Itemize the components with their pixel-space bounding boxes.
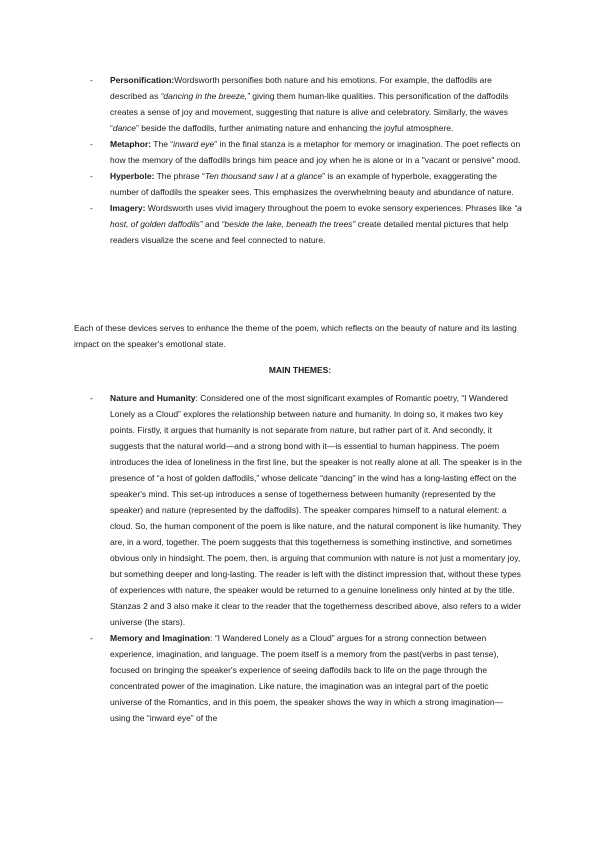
main-themes-heading: MAIN THEMES: [268,365,332,375]
list-bullet: - [90,75,93,85]
device-term: Personification: [110,75,175,85]
list-bullet: - [90,633,93,643]
theme-memory-and-imagination: - Memory and Imagination: “I Wandered Lonely as a Cloud” argues for a strong connection between experience, imagination, and language. The poem itself is a memory from the past(verbs in past tense), focused on bringing the speaker's experience of seeing daffodils back to life on the page through the concentrated power of the imagination. Like nature, the imagination was an integral part of the poetic universe of the Romantics, and in this poem, the speaker shows the way in which a strong imagination—using the “inward eye” of the [90,630,522,726]
list-bullet: - [90,203,93,213]
list-bullet: - [90,139,93,149]
list-bullet: - [90,393,93,403]
summary-paragraph: Each of these devices serves to enhance the theme of the poem, which reflects on the beauty of nature and its lasting impact on the speaker's emotional state. [74,323,517,349]
list-bullet: - [90,171,93,181]
theme-term: Nature and Humanity [110,393,196,403]
device-personification: - Personification:Wordsworth personifies both nature and his emotions. For example, the daffodils are described as “dancing in the breeze,” giving them human-like qualities. This personification of the daffodils creates a sense of joy and movement, suggesting that nature is alive and celebratory. Similarly, the waves “dance” beside the daffodils, further animating nature and enhancing the joyful atmosphere. [90,72,522,136]
device-imagery: - Imagery: Wordsworth uses vivid imagery throughout the poem to evoke sensory experiences. Phrases like “a host, of golden daffodils” and “beside the lake, beneath the trees” create detailed mental pictures that help readers visualize the scene and feel connected to nature. [90,200,522,248]
theme-nature-and-humanity: - Nature and Humanity: Considered one of the most significant examples of Romantic poetry, “I Wandered Lonely as a Cloud” explores the relationship between nature and humanity. In doing so, it makes two key points. Firstly, it argues that humanity is not separate from nature, but rather part of it. And secondly, it suggests that the natural world—and a strong bond with it—is essential to human happiness. The poem introduces the idea of loneliness in the first line, but the speaker is not really alone at all. The speaker is in the presence of “a host of golden daffodils,” whose delicate “dancing” in the wind has a long-lasting effect on the speaker's mind. This set-up introduces a sense of togetherness between humanity (represented by the speaker) and nature (represented by the daffodils). The speaker compares himself to a natural element: a cloud. So, the human component of the poem is like nature, and the natural component is like humanity. They are, in a word, together. The poem suggests that this togetherness is something instinctive, and sometimes obvious only in hindsight. The poem, then, is arguing that communion with nature is not just a momentary joy, but something deeper and long-lasting. The reader is left with the distinct impression that, without these types of experiences with nature, the speaker would be returned to a genuine loneliness only hinted at by the title. Stanzas 2 and 3 also make it clear to the reader that the togetherness described above, also refers to a wider universe (the stars). [90,390,522,630]
device-term: Imagery: [110,203,146,213]
device-hyperbole: - Hyperbole: The phrase “Ten thousand saw I at a glance” is an example of hyperbole, exaggerating the number of daffodils the speaker sees. This emphasizes the overwhelming beauty and abundance of nature. [90,168,522,200]
literary-devices-list [90,72,522,248]
device-term: Hyperbole: [110,171,155,181]
main-themes-list [90,390,522,726]
device-metaphor: - Metaphor: The “inward eye” in the final stanza is a metaphor for memory or imagination. The poet reflects on how the memory of the daffodils brings him peace and joy when he is alone or in a "vacant or pensive" mood. [90,136,522,168]
theme-term: Memory and Imagination [110,633,211,643]
device-term: Metaphor: [110,139,152,149]
